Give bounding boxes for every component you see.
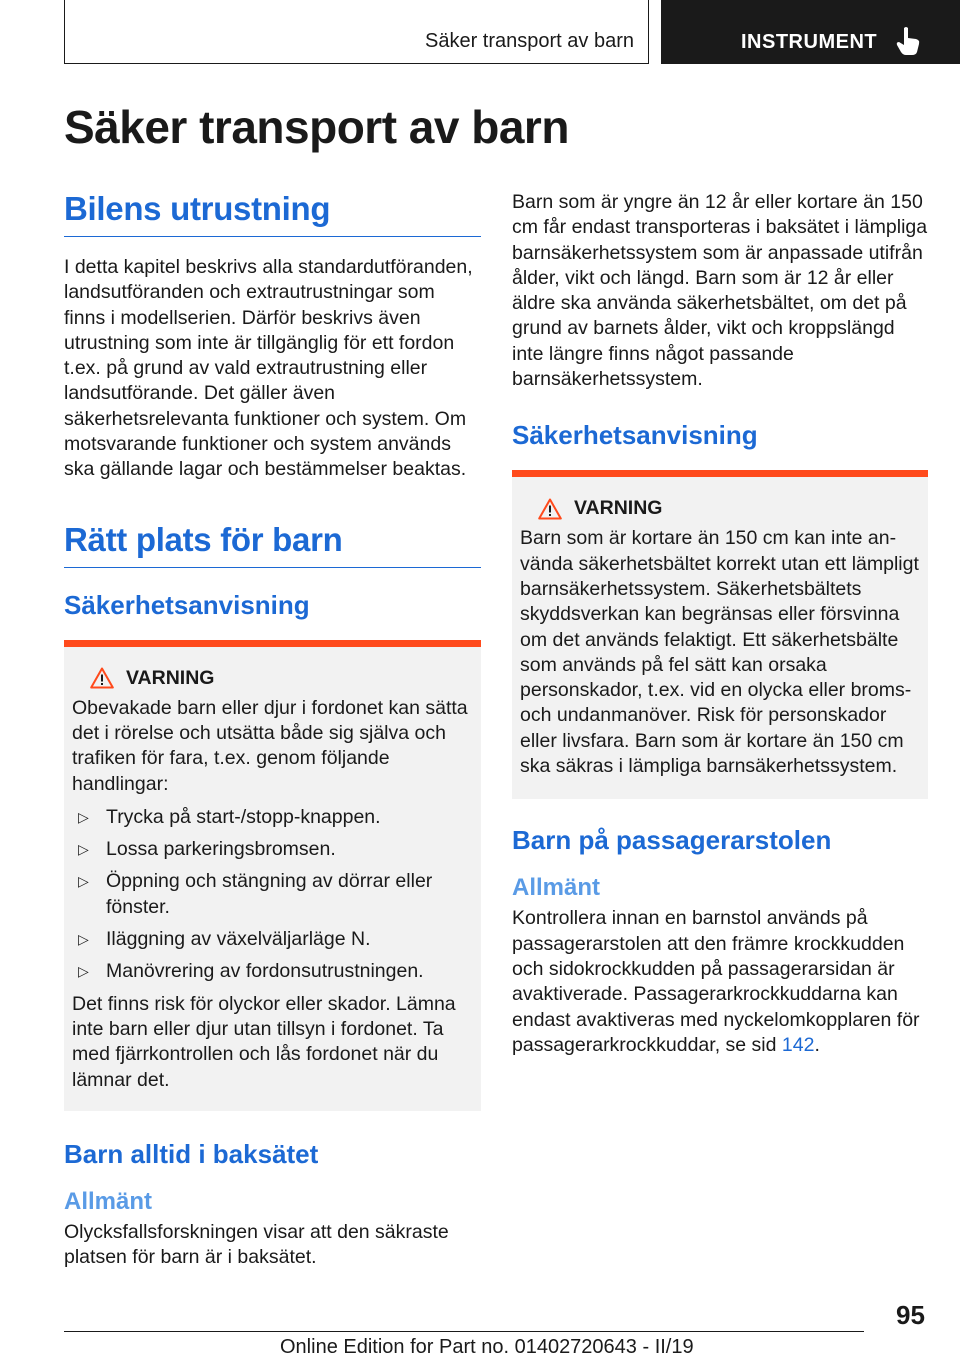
list-item: ▷ Öppning och stängning av dörrar eller fönster. [78,870,433,918]
list-item: ▷ Manövrering av fordonsutrustningen. [72,959,473,984]
right-column [512,190,928,1058]
heading-vehicle-equipment: Bilens utrustning [64,190,481,237]
paragraph-vehicle-equipment: I detta kapitel beskrivs alla standardutföranden, landsutföranden och extrautrustningar som finns i modellserien. Därför beskrivs även utrustning som inte är tillgänglig för ett fordon t.ex. på grund av vald extrautrustning eller landsutförande. Det gäller även säkerhetsrelevanta funktioner och system. Om motsvarande funktioner och system används ska gällande lagar och bestämmelser beaktas. [64,256,473,481]
warning-box-left [64,640,481,1111]
paragraph-right-intro: Barn som är yngre än 12 år eller kortare än 150 cm får endast transporteras i baksätet i lämpliga barnsäkerhetssystem som är anpassade utifrån ålder, vikt och längd. Barn som är 12 år eller äldre ska använda säkerhetsbältet, om det på grund av barnets ålder, vikt och kroppslängd inte längre finns något passande barnsäkerhetssystem. [512,191,928,391]
warning-header [72,667,473,690]
warning-triangle-icon [90,667,114,689]
list-item: ▷ Iläggning av växelväljarläge N. [72,927,473,952]
triangle-bullet-icon: ▷ [78,873,89,890]
triangle-bullet-icon: ▷ [78,841,89,858]
page-reference-link[interactable]: 142 [781,1033,815,1056]
heading-general-right: Allmänt [512,874,601,902]
warning-title: VARNING [574,497,663,520]
running-header-section [64,0,649,64]
heading-general-left: Allmänt [64,1187,153,1215]
warning-title: VARNING [126,666,215,689]
heading-safety-note-right: Säkerhetsanvisning [512,420,758,451]
heading-backseat: Barn alltid i baksätet [64,1138,319,1169]
heading-safety-note-left: Säkerhetsanvisning [64,589,310,620]
warning-text: Barn som är kortare än 150 cm kan inte använda säkerhetsbältet korrekt utan ett lämpligt barnsäkerhetssystem. Säkerhetsbältets skyddsverkan kan begränsas eller försvinna om det används felaktigt. Ett säkerhetsbälte som används på fel sätt kan orsaka personskador, t.ex. vid en olycka eller broms- och undanmanöver. Risk för personskador eller livsfara. Barn som är kortare än 150 cm ska säkras i lämpliga barnsäkerhetssystem. [520,527,919,778]
footer-edition: Online Edition for Part no. 01402720643 - II/19 [280,1336,694,1358]
running-header-text: Säker transport av barn [425,30,634,52]
footer-divider [64,1331,864,1332]
list-item: ▷ Trycka på start-/stopp-knappen. [72,805,473,830]
warning-outro: Det finns risk för olyckor eller skador. Lämna inte barn eller djur utan tillsyn i fordonet. Ta med fjärrkontrollen och lås fordonet när du lämnar det. [72,992,456,1091]
heading-passenger-seat: Barn på passagerarstolen [512,825,832,856]
warning-triangle-icon [538,498,562,520]
chapter-tab-label: INSTRUMENT [741,31,878,53]
triangle-bullet-icon: ▷ [78,808,89,825]
paragraph-general-left: Olycksfallsforskningen visar att den säkraste platsen för barn är i baksätet. [64,1220,449,1269]
list-item: ▷ Lossa parkeringsbromsen. [72,837,473,862]
warning-box-right [512,470,928,799]
page-title: Säker transport av barn [64,101,569,153]
paragraph-general-right: Kontrollera innan en barnstol används på passagerarstolen att den främre krockkudden och sidokrockkudden på passagerarsidan är avaktiverade. Passagerarkrockkuddarna kan endast avaktiveras med nyckelomkopplaren för passagerarkrockkuddar, se sid 142. [512,907,920,1056]
warning-intro: Obevakade barn eller djur i fordonet kan sätta det i rörelse och utsätta både sig själva och trafiken för fara, t.ex. genom följande handlingar: [72,696,468,795]
triangle-bullet-icon: ▷ [78,963,89,980]
triangle-bullet-icon: ▷ [78,931,89,948]
heading-right-place: Rätt plats för barn [64,521,481,568]
page-number: 95 [896,1300,925,1330]
warning-header [520,497,920,520]
chapter-tab[interactable] [661,0,960,64]
pointing-hand-icon [895,26,921,56]
warning-list [72,805,473,985]
left-column [64,190,481,1270]
